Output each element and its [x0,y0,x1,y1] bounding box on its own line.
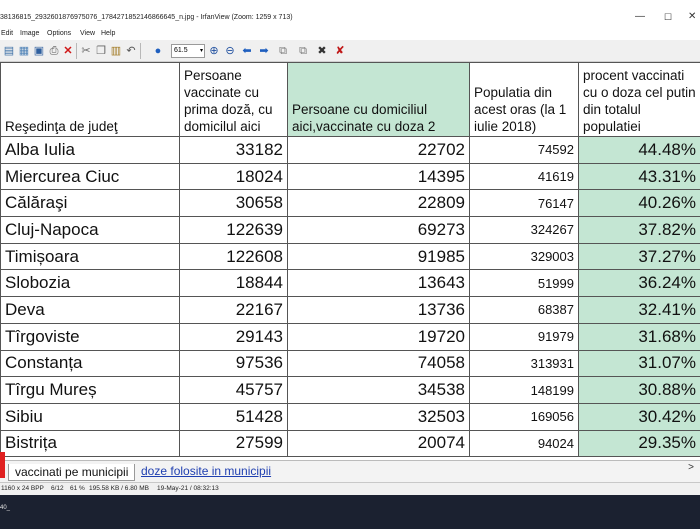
table-row [1,270,700,297]
status-bar [0,482,700,495]
toolbar-separator [76,43,77,59]
options-icon[interactable]: ✖ [317,45,327,57]
header-dose2: Persoane cu domiciliul aici,vaccinate cu doza 2 [288,63,470,137]
table-row [1,323,700,350]
population-cell: 329003 [470,243,579,270]
status-page: 6/12 [51,485,64,492]
red-marker [0,452,5,478]
undo-icon[interactable]: ↶ [126,45,136,57]
status-datetime: 19-May-21 / 08:32:13 [157,485,219,492]
dose1-cell: 30658 [180,190,288,217]
dose2-cell: 74058 [288,350,470,377]
population-cell: 94024 [470,430,579,457]
city-cell: Deva [1,297,180,324]
dose1-cell: 22167 [180,297,288,324]
zoom-select[interactable] [171,44,205,58]
status-size: 195.58 KB / 6.80 MB [89,485,149,492]
city-cell: Tîrgu Mureș [1,377,180,404]
dose2-cell: 19720 [288,323,470,350]
image-viewer [0,62,700,460]
table-row [1,403,700,430]
toolbar-separator [140,43,141,59]
dose2-cell: 22809 [288,190,470,217]
dose2-cell: 20074 [288,430,470,457]
percent-cell: 43.31% [579,163,700,190]
zoom-out-icon[interactable]: ⊖ [225,45,235,57]
delete-icon[interactable]: ✕ [63,45,73,57]
dose2-cell: 32503 [288,403,470,430]
table-header-row [1,63,700,137]
toolbar [0,40,700,62]
dose2-cell: 34538 [288,377,470,404]
city-cell: Timișoara [1,243,180,270]
percent-cell: 37.27% [579,243,700,270]
population-cell: 148199 [470,377,579,404]
dose1-cell: 18024 [180,163,288,190]
minimize-button[interactable]: — [635,11,645,22]
city-cell: Tîrgoviste [1,323,180,350]
table-row [1,243,700,270]
population-cell: 169056 [470,403,579,430]
tab-vaccinati-pe-municipii[interactable]: vaccinati pe municipii [8,464,135,481]
table-row [1,217,700,244]
percent-cell: 31.68% [579,323,700,350]
header-population: Populatia din acest oras (la 1 iulie 2018) [470,63,579,137]
population-cell: 74592 [470,137,579,164]
city-cell: Călăraşi [1,190,180,217]
zoom-in-icon[interactable]: ⊕ [209,45,219,57]
previous-icon[interactable]: ⬅ [242,45,252,57]
menu-bar [0,28,700,40]
population-cell: 91979 [470,323,579,350]
sheet-tab-bar [0,460,700,482]
city-cell: Bistrița [1,430,180,457]
tab-doze-folosite[interactable]: doze folosite in municipii [141,464,272,478]
last-page-icon[interactable]: ⧉ [299,45,307,57]
title-bar [0,0,700,28]
save-icon[interactable]: ▣ [33,45,45,57]
city-cell: Alba Iulia [1,137,180,164]
table-row [1,430,700,457]
header-dose1: Persoane vaccinate cu prima doză, cu domicilul aici [180,63,288,137]
table-row [1,350,700,377]
thumbnails-icon[interactable]: ▦ [18,45,30,57]
percent-cell: 37.82% [579,217,700,244]
city-cell: Sibiu [1,403,180,430]
city-cell: Constanța [1,350,180,377]
vaccination-table [0,62,700,457]
dose1-cell: 122608 [180,243,288,270]
dose1-cell: 51428 [180,403,288,430]
menu-help[interactable]: Help [101,30,116,37]
dose2-cell: 69273 [288,217,470,244]
table-row [1,137,700,164]
chevron-down-icon: ▾ [199,48,203,54]
menu-view[interactable]: View [80,30,96,37]
tab-scroll-right-icon[interactable]: > [688,462,694,473]
open-icon[interactable]: ▤ [3,45,15,57]
copy-icon[interactable]: ❐ [96,45,106,57]
info-icon[interactable]: ● [154,45,162,57]
population-cell: 313931 [470,350,579,377]
paste-icon[interactable]: ▥ [110,45,122,57]
dose1-cell: 27599 [180,430,288,457]
print-icon[interactable]: ⎙ [49,45,59,57]
menu-image[interactable]: Image [20,30,40,37]
maximize-button[interactable]: ☐ [664,12,673,22]
zoom-value: 61.5 [174,47,188,54]
table-row [1,163,700,190]
close-button[interactable]: ✕ [688,11,697,22]
dose2-cell: 13643 [288,270,470,297]
percent-cell: 32.41% [579,297,700,324]
dose1-cell: 18844 [180,270,288,297]
table-row [1,190,700,217]
population-cell: 324267 [470,217,579,244]
city-cell: Cluj-Napoca [1,217,180,244]
dose1-cell: 45757 [180,377,288,404]
exit-icon[interactable]: ✘ [335,45,345,57]
table-row [1,377,700,404]
dose2-cell: 91985 [288,243,470,270]
percent-cell: 29.35% [579,430,700,457]
city-cell: Miercurea Ciuc [1,163,180,190]
dose2-cell: 14395 [288,163,470,190]
status-dimensions: 1160 x 24 BPP [1,485,44,492]
percent-cell: 36.24% [579,270,700,297]
population-cell: 41619 [470,163,579,190]
percent-cell: 40.26% [579,190,700,217]
city-cell: Slobozia [1,270,180,297]
dose1-cell: 33182 [180,137,288,164]
percent-cell: 44.48% [579,137,700,164]
menu-options[interactable]: Options [47,30,72,37]
taskbar [0,495,700,529]
header-percent: procent vaccinati cu o doza cel putin din totalul populatiei [579,63,700,137]
taskbar-time: 40_ [0,505,11,511]
population-cell: 76147 [470,190,579,217]
dose2-cell: 13736 [288,297,470,324]
percent-cell: 30.42% [579,403,700,430]
first-page-icon[interactable]: ⧉ [279,45,287,57]
population-cell: 51999 [470,270,579,297]
next-icon[interactable]: ➡ [259,45,269,57]
dose2-cell: 22702 [288,137,470,164]
header-city: Reşedinţa de judeţ [1,63,180,137]
population-cell: 68387 [470,297,579,324]
window-title: 38136815_2932601876975076_1784271852146866645_n.jpg - IrfanView (Zoom: 1259 x 713) [0,14,293,21]
dose1-cell: 122639 [180,217,288,244]
cut-icon[interactable]: ✂ [81,45,91,57]
percent-cell: 31.07% [579,350,700,377]
status-zoom: 61 % [70,485,85,492]
dose1-cell: 29143 [180,323,288,350]
menu-edit[interactable]: Edit [1,30,14,37]
percent-cell: 30.88% [579,377,700,404]
dose1-cell: 97536 [180,350,288,377]
table-row [1,297,700,324]
